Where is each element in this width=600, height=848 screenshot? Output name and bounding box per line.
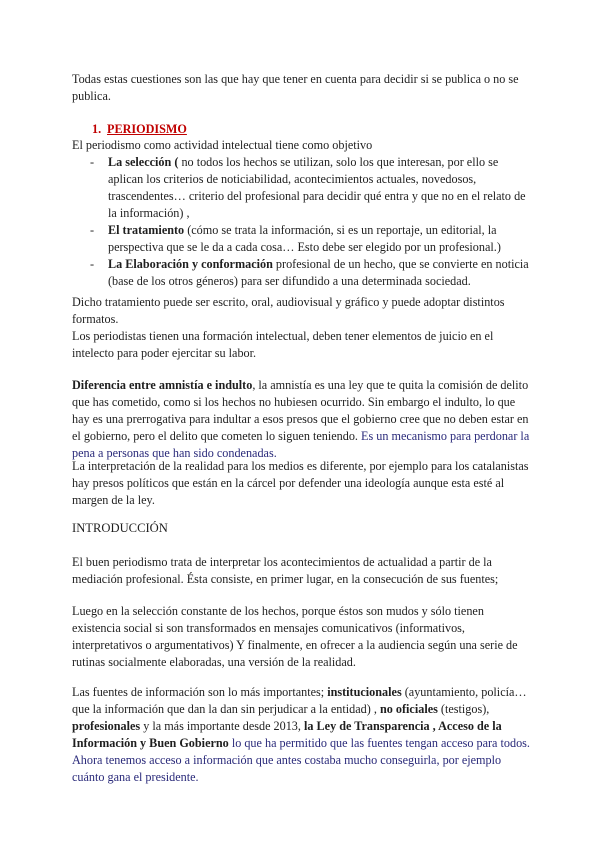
item-bold: La Elaboración y conformación (108, 257, 273, 271)
intro-paragraph: Todas estas cuestiones son las que hay que tener en cuenta para decidir si se publica o no se publica. (72, 72, 519, 103)
p3-text-c: (ayuntamiento, policía… que la información que dan la dan sin perjudicar a la entidad) , (72, 685, 527, 716)
section-heading-periodismo (92, 121, 187, 138)
dash-bullet: - (90, 223, 95, 237)
item-bold: El tratamiento (108, 223, 185, 237)
amnesty-bold: Diferencia entre amnistía e indulto (72, 378, 253, 392)
item-text: (cómo se trata la información, si es un reportaje, un editorial, la perspectiva que se le da a cada cosa… Esto debe ser elegido por un profesional.) (108, 223, 501, 254)
intro-p3 (72, 684, 530, 786)
intro-p1: El buen periodismo trata de interpretar los acontecimientos de actualidad a partir de la mediación profesional. Ésta consiste, en primer lugar, en la consecución de sus fuentes; (72, 555, 499, 586)
item-text: no todos los hechos se utilizan, solo los que interesan, por ello se aplican los criterios de noticiabilidad, acontecimientos actuales, novedosos, trascendentes… criterio del profesional para decidir qué entra y que no en el relato de la información) , (108, 155, 526, 220)
list-item (72, 222, 530, 256)
journalists-paragraph: Los periodistas tienen una formación intelectual, deben tener elementos de juicio en el intelecto para poder ejercitar su labor. (72, 329, 494, 360)
amnesty-highlight: Es un mecanismo para perdonar la pena a personas que han sido condenadas. (72, 429, 530, 460)
p3-bold-profesionales: profesionales (72, 719, 141, 733)
list-item (72, 154, 530, 222)
amnesty-paragraph (72, 377, 530, 462)
section-number: 1. (92, 122, 102, 136)
amnesty-text: , la amnistía es una ley que te quita la comisión de delito que has cometido, como si los hechos no hubiesen ocurrido. Sin embargo el indulto, lo que hay es una prerrogativa para indultar a esos presos que el gobierno cree que no deben estar en el gobierno, pero el delito que cometen lo siguen teniendo. (72, 378, 529, 443)
interpretation-paragraph: La interpretación de la realidad para los medios es diferente, por ejemplo para los catalanistas hay presos políticos que están en la cárcel por defender una ideología aunque esta esté al margen de la ley. (72, 459, 529, 507)
p3-text-e: (testigos), (437, 702, 490, 716)
list-item (72, 256, 530, 290)
p3-text-i: lo que ha permitido que las fuentes tengan acceso para todos. Ahora tenemos acceso a información que antes costaba mucho conseguirla, por ejemplo cuánto gana el presidente. (72, 736, 530, 784)
p3-bold-institucionales: institucionales (327, 685, 402, 699)
dash-bullet: - (90, 155, 95, 169)
p3-text-a: Las fuentes de información son lo más importantes; (72, 685, 328, 699)
p3-bold-ley-transparencia: la Ley de Transparencia , Acceso de la Información y Buen Gobierno (72, 719, 502, 750)
p3-text-g: y la más importante desde 2013, (140, 719, 304, 733)
dash-bullet: - (90, 257, 95, 271)
section-lead: El periodismo como actividad intelectual tiene como objetivo (72, 138, 373, 152)
p3-bold-no-oficiales: no oficiales (379, 702, 438, 716)
item-bold: La selección ( (108, 155, 179, 169)
section-title: PERIODISMO (107, 122, 187, 136)
introduccion-heading: INTRODUCCIÓN (72, 521, 168, 535)
objectives-list (72, 154, 530, 290)
treatment-paragraph: Dicho tratamiento puede ser escrito, oral, audiovisual y gráfico y puede adoptar distintos formatos. (72, 295, 505, 326)
intro-p2: Luego en la selección constante de los hechos, porque éstos son mudos y sólo tienen existencia social si son transformados en mensajes comunicativos (informativos, interpretativos o argumentativos) Y finalmente, en ofrecer a la audiencia según una serie de rutinas socialmente elaboradas, una versión de la realidad. (72, 604, 518, 669)
item-text: profesional de un hecho, que se convierte en noticia (base de los otros géneros) para ser difundido a una determinada sociedad. (108, 257, 529, 288)
